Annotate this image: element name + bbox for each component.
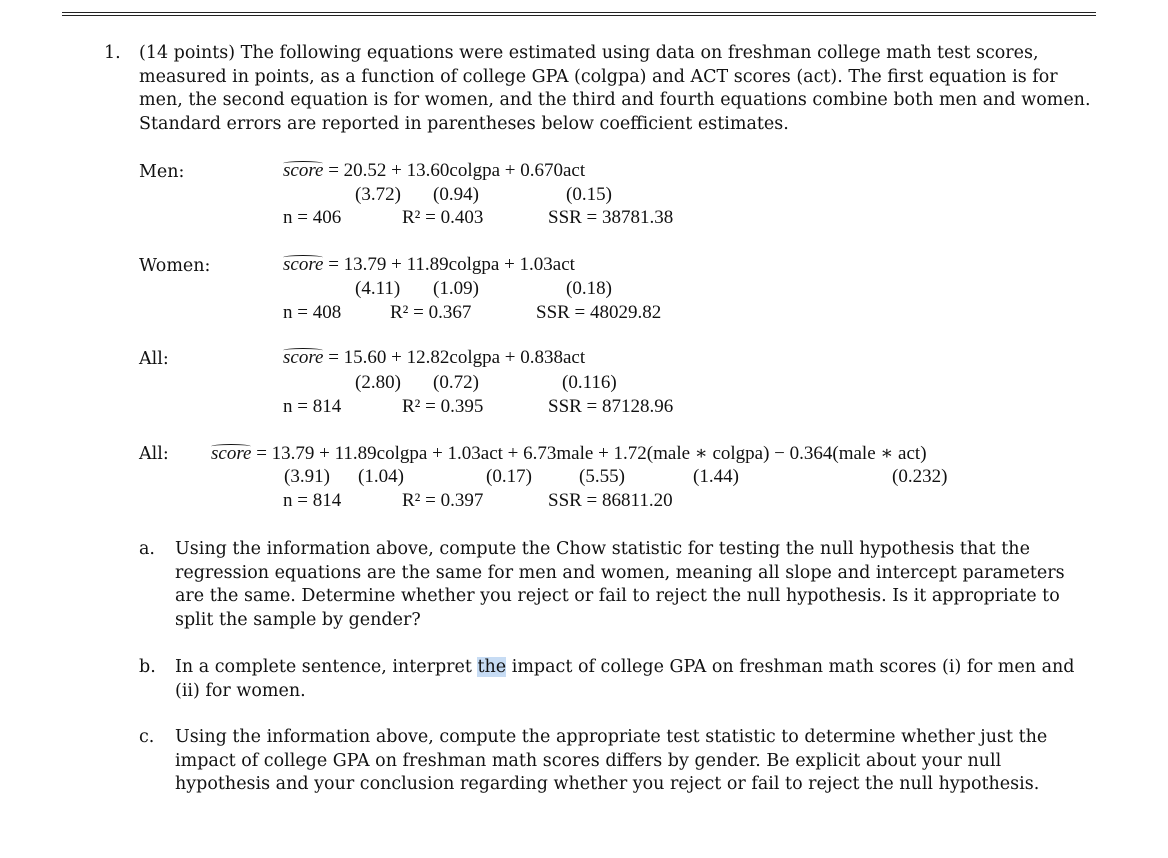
all1-n: n = 814 [283, 396, 342, 417]
part-a-text: Using the information above, compute the Chow statistic for testing the null hypothesis that the regression equations are the same for men and women, meaning all slope and intercept parameters are the same. Determine whether you reject or fail to reject the null hypothesis. Is it appropriate to split the sample by gender? [175, 539, 1065, 630]
all2-se-4: (5.55) [579, 466, 625, 487]
all2-equation [211, 442, 927, 465]
all-label-1: All: [139, 349, 169, 369]
men-equation [283, 160, 585, 182]
part-b-text [175, 656, 1090, 703]
top-rule-secondary [62, 15, 1096, 16]
part-b-text-before: In a complete sentence, interpret [175, 657, 478, 677]
all2-se-6: (0.232) [892, 466, 948, 487]
women-eq-rest: = 13.79 + 11.89colgpa + 1.03act [328, 254, 575, 275]
men-n: n = 406 [283, 207, 342, 228]
men-se-3: (0.15) [566, 184, 612, 205]
men-se-1: (3.72) [355, 184, 401, 205]
all2-se-5: (1.44) [693, 466, 739, 487]
men-se-2: (0.94) [433, 184, 479, 205]
part-b-selected-word[interactable]: the [477, 657, 507, 677]
all1-ssr: SSR = 87128.96 [548, 396, 674, 417]
all2-se-3: (0.17) [486, 466, 532, 487]
women-se-1: (4.11) [355, 278, 401, 299]
all1-r2: R² = 0.395 [402, 396, 484, 417]
women-se-3: (0.18) [566, 278, 612, 299]
all1-se-2: (0.72) [433, 372, 479, 393]
part-b-text-after: impact of college GPA on freshman math scores (i) for men and (ii) for women. [175, 657, 1075, 701]
women-label: Women: [139, 256, 211, 276]
part-b-letter: b. [139, 657, 156, 677]
all1-se-1: (2.80) [355, 372, 401, 393]
all2-n: n = 814 [283, 490, 342, 511]
all2-r2: R² = 0.397 [402, 490, 484, 511]
question-number: 1. [104, 43, 121, 63]
all1-eq-rest: = 15.60 + 12.82colgpa + 0.838act [328, 347, 586, 368]
all2-eq-rest: = 13.79 + 11.89colgpa + 1.03act + 6.73male + 1.72(male ∗ colgpa) − 0.364(male ∗ act) [256, 443, 927, 464]
women-se-2: (1.09) [433, 278, 479, 299]
part-c-letter: c. [139, 727, 155, 747]
all2-dep-var: score [211, 443, 252, 464]
men-eq-rest: = 20.52 + 13.60colgpa + 0.670act [328, 160, 586, 181]
women-dep-var: score [283, 254, 324, 275]
all-label-2: All: [139, 444, 169, 464]
part-a-letter: a. [139, 539, 155, 559]
men-r2: R² = 0.403 [402, 207, 484, 228]
question-intro: (14 points) The following equations were estimated using data on freshman college math test scores, measured in points, as a function of college GPA (colgpa) and ACT scores (act). The first equation is for men, the second equation is for women, and the third and fourth equations combine both men and women. Standard errors are reported in parentheses below coefficient estimates. [139, 43, 1091, 134]
all1-se-3: (0.116) [562, 372, 617, 393]
men-ssr: SSR = 38781.38 [548, 207, 674, 228]
women-ssr: SSR = 48029.82 [536, 302, 662, 323]
top-rule [62, 12, 1096, 13]
all2-se-1: (3.91) [284, 466, 330, 487]
all2-se-2: (1.04) [358, 466, 404, 487]
men-dep-var: score [283, 160, 324, 181]
women-r2: R² = 0.367 [390, 302, 472, 323]
women-n: n = 408 [283, 302, 342, 323]
all1-dep-var: score [283, 347, 324, 368]
all2-ssr: SSR = 86811.20 [548, 490, 673, 511]
part-c-text: Using the information above, compute the appropriate test statistic to determine whether just the impact of college GPA on freshman math scores differs by gender. Be explicit about your null hypothesis and your conclusion regarding whether you reject or fail to reject the null hypothesis. [175, 727, 1048, 794]
all1-equation [283, 347, 585, 369]
men-label: Men: [139, 162, 185, 182]
women-equation [283, 254, 575, 276]
